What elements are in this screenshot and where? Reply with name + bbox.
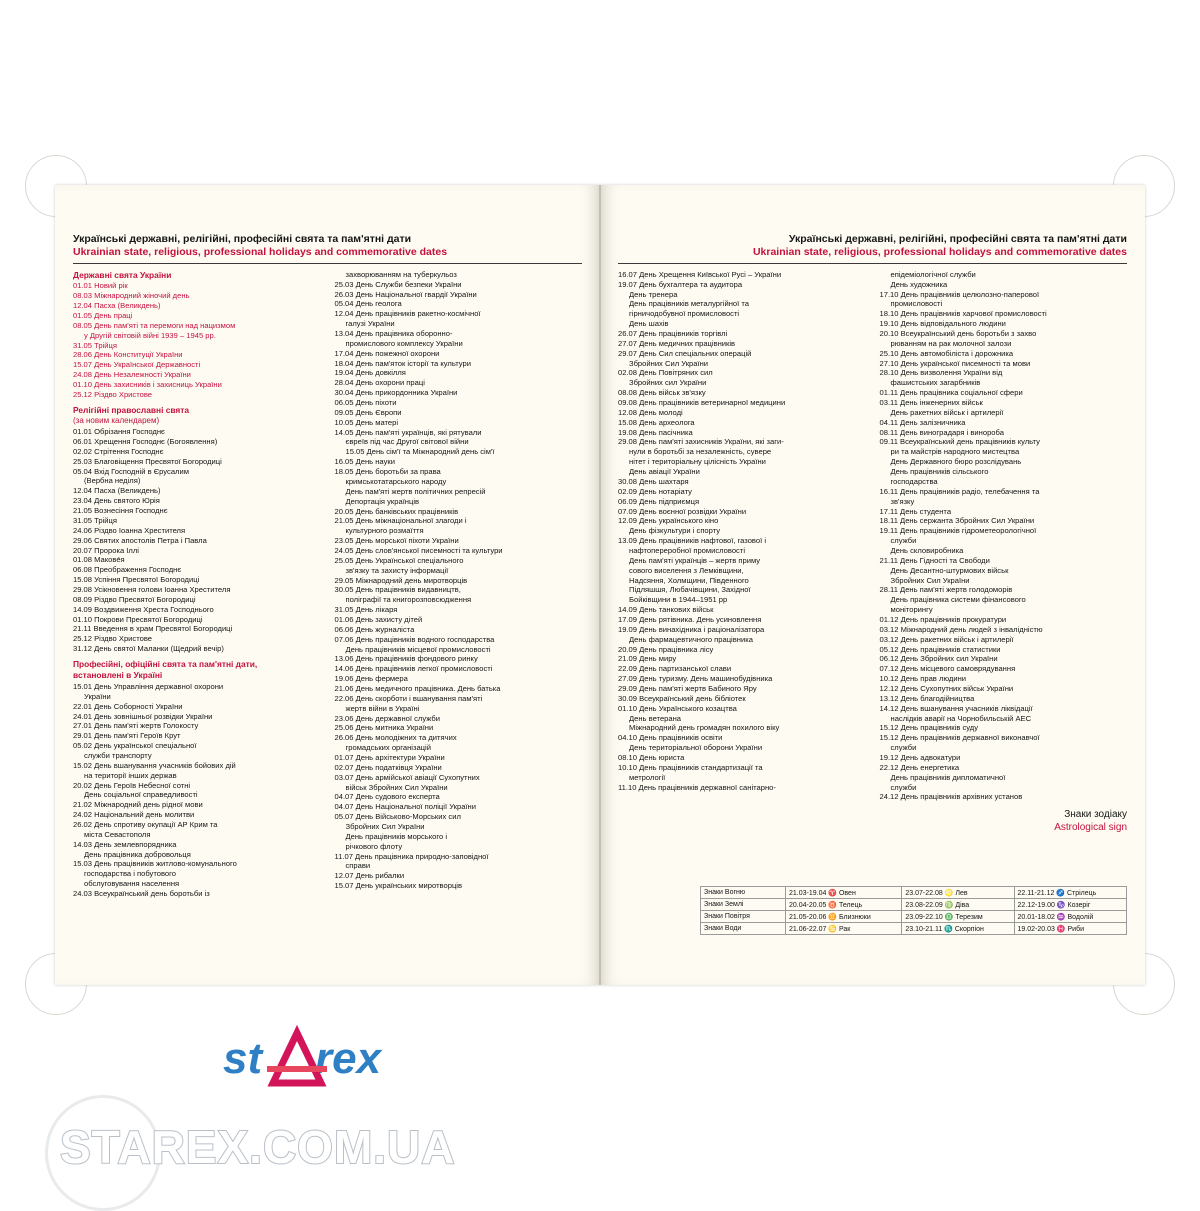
list-item: наслідків аварії на Чорнобильській АЕС	[890, 713, 1032, 723]
list-item: служби	[890, 536, 917, 546]
list-item: 02.02 Стрітення Господнє	[73, 446, 164, 456]
list-item: 10.05 День матері	[334, 417, 399, 427]
header-title-en: Ukrainian state, religious, professional holidays and commemorative dates	[73, 246, 448, 259]
zodiac-row	[701, 887, 1127, 899]
list-item: 25.03 День Служби безпеки України	[334, 279, 462, 289]
list-item: 24.02 Національний день молитви	[73, 810, 195, 820]
list-item: 26.02 День спротиву окупації АР Крим та	[73, 819, 218, 829]
list-item: 01.12 День працівників прокуратури	[879, 614, 1007, 624]
list-item: День авіації України	[629, 467, 700, 477]
list-item: 19.10 День відповідального людини	[879, 319, 1006, 329]
list-item: 27.10 День української писемності та мови	[879, 358, 1031, 368]
left-page-header	[73, 233, 582, 260]
list-item: 04.07 День Національної поліції України	[334, 802, 476, 812]
list-item: справи	[345, 861, 371, 871]
list-item: 31.05 День лікаря	[334, 605, 398, 615]
list-item: 17.10 День працівників целюлозно-паперової	[879, 289, 1040, 299]
list-item: промисловості	[890, 299, 943, 309]
list-item: 08.05 День пам'яті та перемоги над нацизмом	[73, 320, 236, 330]
list-item: 29.01 День пам'яті Героїв Крут	[73, 731, 181, 741]
list-item: Збройних сил України	[629, 378, 707, 388]
list-item: нули в боротьбі за незалежність, сувере	[629, 447, 772, 457]
list-item: України	[84, 691, 111, 701]
list-item: 25.05 День Української спеціального	[334, 555, 464, 565]
list-item: моніторингу	[890, 605, 933, 615]
list-item: господарства	[890, 476, 938, 486]
list-item: 24.12 День працівників архівних установ	[879, 792, 1023, 802]
list-item: 03.11 День інженерних військ	[879, 398, 983, 408]
list-item: 28.06 День Конституції України	[73, 350, 183, 360]
zodiac-cell: 20.01-18.02 ♒ Водолій	[1014, 911, 1126, 923]
list-item: Надсяння, Холмщини, Південного	[629, 575, 749, 585]
list-item: 11.10 День працівників державної санітарно-	[618, 782, 776, 792]
list-item: зв'язку та захисту інформації	[345, 565, 449, 575]
svg-text:st: st	[223, 1034, 263, 1083]
section-religious-holidays	[73, 405, 321, 654]
list-item: 06.09 День підприємця	[618, 496, 700, 506]
list-item: 06.01 Хрещення Господнє (Богоявлення)	[73, 437, 218, 447]
list-item: День фармацевтичного працівника	[629, 634, 753, 644]
list-item: 15.08 День археолога	[618, 417, 695, 427]
list-item: 20.07 Пророка Іллі	[73, 545, 139, 555]
list-item: громадських організацій	[345, 743, 431, 753]
list-item: 20.02 День Героїв Небесної сотні	[73, 780, 191, 790]
list-item: День Державного бюро розслідувань	[890, 457, 1022, 467]
list-item: 31.05 Трійця	[73, 340, 117, 350]
list-item: галузі України	[345, 319, 395, 329]
list-item: 30.04 День прикордонника України	[334, 388, 458, 398]
right-page-column-2	[880, 270, 1128, 834]
zodiac-cell: 23.08-22.09 ♍ Діва	[902, 899, 1014, 911]
section-title-state: Державні свята України	[73, 269, 172, 280]
zodiac-cell: 23.10-21.11 ♏ Скорпіон	[902, 923, 1014, 935]
list-item: 24.05 День слов'янської писемності та культури	[334, 545, 503, 555]
list-item: 19.09 День винахідника і раціоналізатора	[618, 624, 765, 634]
list-item: 24.08 День Незалежності України	[73, 370, 191, 380]
list-item: служби транспорту	[84, 750, 152, 760]
list-item: 08.09 Різдво Пресвятої Богородиці	[73, 594, 196, 604]
list-item: 21.06 День медичного працівника. День батька	[334, 683, 501, 693]
list-item: 19.12 День адвокатури	[879, 752, 961, 762]
zodiac-row	[701, 899, 1127, 911]
list-item: 05.12 День працівників статистики	[879, 644, 1001, 654]
list-item: 15.02 День вшанування учасників бойових дій	[73, 760, 236, 770]
list-item: 13.09 День працівників нафтової, газової і	[618, 536, 767, 546]
zodiac-cell: 22.11-21.12 ♐ Стрілець	[1014, 887, 1126, 899]
list-item: 27.09 День туризму. День машинобудівника	[618, 674, 773, 684]
list-item: День працівника добровольця	[84, 849, 191, 859]
list-item: 04.07 День судового експерта	[334, 792, 440, 802]
list-item: 31.05 Трійця	[73, 515, 117, 525]
list-item: 18.04 День пам'яток історії та культури	[334, 358, 471, 368]
list-item: 09.05 День Європи	[334, 407, 402, 417]
list-item: 12.12 День Сухопутних військ України	[879, 683, 1014, 693]
list-item: зв'язку	[890, 496, 915, 506]
list-item: 12.07 День рибалки	[334, 871, 405, 881]
list-item: 29.06 Святих апостолів Петра і Павла	[73, 535, 207, 545]
list-item: 06.06 День журналіста	[334, 624, 415, 634]
list-item: 14.12 День вшанування учасників ліквідації	[879, 703, 1033, 713]
list-item: 25.10 День автомобіліста і дорожника	[879, 348, 1014, 358]
list-item: 21.09 День миру	[618, 654, 677, 664]
list-item: 23.06 День державної служби	[334, 713, 440, 723]
list-item: 13.04 День працівника оборонно-	[334, 329, 453, 339]
list-item: 12.04 Пасха (Великдень)	[73, 301, 161, 311]
list-item: нафтопереробної промисловості	[629, 545, 746, 555]
list-item: День Десантно-штурмових військ	[890, 565, 1009, 575]
list-item: 03.12 Міжнародний день людей з інвалідністю	[879, 624, 1043, 634]
list-item: на території інших держав	[84, 770, 177, 780]
zodiac-group-label: Знаки Повітря	[701, 911, 786, 923]
list-item: 01.10 Покрови Пресвятої Богородиці	[73, 614, 203, 624]
zodiac-cell: 19.02-20.03 ♓ Риби	[1014, 923, 1126, 935]
list-holidays-oct-dec	[880, 270, 1128, 802]
list-item: 01.10 День захисників і захисниць України	[73, 379, 222, 389]
list-item: 16.11 День працівників радіо, телебачення та	[879, 486, 1040, 496]
list-item: 01.10 День Українського козацтва	[618, 703, 737, 713]
header-title-uk-right: Українські державні, релігійні, професійні свята та пам'ятні дати	[788, 233, 1127, 245]
list-item: 01.01 Обрізання Господнє	[73, 427, 165, 437]
list-item: 23.05 День морської піхоти України	[334, 536, 459, 546]
list-item: 28.10 День визволення України від	[879, 368, 1003, 378]
list-item: 14.03 День землевпорядника	[73, 839, 177, 849]
list-item: 11.07 День працівника природно-заповідної	[334, 851, 489, 861]
list-item: 21.05 Вознесіння Господнє	[73, 506, 168, 516]
list-item: 16.05 День науки	[334, 457, 395, 467]
list-item: 04.10 День працівників освіти	[618, 733, 723, 743]
list-item: 15.05 День сім'ї та Міжнародний день сім'ї	[345, 447, 495, 457]
list-item: гірничодобувної промисловості	[629, 309, 740, 319]
list-item: 10.12 День прав людини	[879, 674, 967, 684]
list-item: 15.07 День Української Державності	[73, 360, 201, 370]
list-item: 28.11 День пам'яті жертв голодоморів	[879, 585, 1013, 595]
list-item: День тренера	[629, 289, 678, 299]
zodiac-cell: 23.07-22.08 ♌ Лев	[902, 887, 1014, 899]
list-item: 14.09 Воздвиження Хреста Господнього	[73, 604, 214, 614]
left-page-column-2	[335, 270, 583, 899]
zodiac-table	[700, 886, 1127, 935]
list-item: 08.03 Міжнародний жіночий день	[73, 291, 190, 301]
list-item: 29.08 День пам'яті захисників України, які заги-	[618, 437, 784, 447]
zodiac-title-uk: Знаки зодіаку	[1064, 809, 1127, 821]
list-item: 17.04 День пожежної охорони	[334, 348, 440, 358]
list-item: 26.06 День молодіжних та дитячих	[334, 733, 457, 743]
list-item: метрології	[629, 772, 666, 782]
list-item: служби	[890, 743, 917, 753]
list-item: 25.06 День митника України	[334, 723, 434, 733]
list-item: рюванням на рак молочної залози	[890, 338, 1012, 348]
list-item: 20.10 Всеукраїнський день боротьби з захво	[879, 329, 1037, 339]
zodiac-group-label: Знаки Води	[701, 923, 786, 935]
list-item: 25.03 Благовіщення Пресвятої Богородиці	[73, 456, 222, 466]
list-item: 17.11 День студента	[879, 506, 952, 516]
list-item: 15.12 День працівників суду	[879, 723, 979, 733]
list-item: 29.05 Міжнародний день миротворців	[334, 575, 468, 585]
list-item: 15.01 День Управління державної охорони	[73, 681, 224, 691]
list-item: 09.11 Всеукраїнський день працівників культу	[879, 437, 1040, 447]
list-item: 08.11 День виноградаря і винороба	[879, 427, 1004, 437]
list-item: 21.11 День Гідності та Свободи	[879, 555, 990, 565]
list-item: 06.08 Преображення Господнє	[73, 565, 182, 575]
list-holidays-jul-oct	[618, 270, 866, 793]
list-item: поліграфії та книгорозповсюдження	[345, 595, 472, 605]
list-item: 30.08 День шахтаря	[618, 476, 689, 486]
list-item: День працівників дипломатичної	[890, 772, 1006, 782]
list-item: обслуговування населення	[84, 879, 180, 889]
zodiac-group-label: Знаки Землі	[701, 899, 786, 911]
zodiac-title-en: Astrological sign	[1054, 822, 1127, 834]
book-gutter	[599, 185, 601, 985]
list-item: 19.04 День довкілля	[334, 368, 406, 378]
list-item: фашистських загарбників	[890, 378, 981, 388]
section-title-religious: Релігійні православні свята	[73, 404, 190, 415]
header-title-en-right: Ukrainian state, religious, professional holidays and commemorative dates	[752, 246, 1127, 259]
list-item: сового виселення з Лемківщини,	[629, 565, 744, 575]
list-item: День скловиробника	[890, 545, 964, 555]
list-item: 15.03 День працівників житлово-комунального	[73, 859, 237, 869]
list-item: 07.12 День місцевого самоврядування	[879, 664, 1016, 674]
list-item: День шахів	[629, 319, 669, 329]
list-item: 17.09 День рятівника. День усиновлення	[618, 614, 762, 624]
list-item: 30.05 День працівників видавництв,	[334, 585, 461, 595]
list-item: річкового флоту	[345, 841, 403, 851]
zodiac-cell: 20.04-20.05 ♉ Телець	[786, 899, 902, 911]
list-item: День працівників морського і	[345, 831, 448, 841]
list-item: кримськотатарського народу	[345, 476, 447, 486]
list-item: 18.11 День сержанта Збройних Сил України	[879, 516, 1035, 526]
list-item: 24.06 Різдво Іоанна Хрестителя	[73, 525, 186, 535]
list-item: 22.01 День Соборності України	[73, 701, 183, 711]
list-item: військ Збройних Сил України	[345, 782, 448, 792]
list-item: 22.09 День партизанської слави	[618, 664, 732, 674]
left-page-column-1	[73, 270, 321, 899]
list-item: 24.03 Всеукраїнський день боротьби із	[73, 889, 210, 898]
list-item: 01.08 Макове́я	[73, 555, 125, 565]
list-item: 26.07 День працівників торгівлі	[618, 329, 728, 339]
list-item: Збройних Сил України	[629, 358, 709, 368]
list-item: 30.09 Всеукраїнський день бібліотек	[618, 693, 746, 703]
watermark	[60, 1118, 540, 1178]
list-item: День працівників місцевої промисловості	[345, 644, 491, 654]
list-item: День художника	[890, 279, 948, 289]
list-item: 20.05 День банківських працівників	[334, 506, 459, 516]
list-item: 05.04 Вхід Господній в Єрусалим	[73, 466, 189, 476]
list-item: 21.02 Міжнародний день рідної мови	[73, 800, 203, 810]
list-item: День працівників сільського	[890, 467, 989, 477]
list-item: 03.12 День ракетних військ і артилерії	[879, 634, 1014, 644]
list-item: 01.05 День праці	[73, 310, 133, 320]
section-title-professional-2: встановлені в Україні	[73, 670, 163, 681]
list-item: 12.09 День українського кіно	[618, 516, 719, 526]
list-item: 05.07 День Військово-Морських сил	[334, 812, 461, 822]
list-item: євреїв під час Другої світової війни	[345, 437, 469, 447]
right-page-column-1	[618, 270, 866, 834]
zodiac-heading	[880, 808, 1128, 834]
list-item: 18.05 День боротьби за права	[334, 467, 441, 477]
list-item: 15.08 Успіння Пресвятої Богородиці	[73, 575, 200, 585]
list-item: нітет і територіальну цілісність України	[629, 457, 766, 467]
header-divider-right	[618, 263, 1127, 264]
list-item: Міжнародний день громадян похилого віку	[629, 723, 780, 733]
zodiac-cell: 23.09-22.10 ♎ Терезим	[902, 911, 1014, 923]
list-item: 01.11 День працівника соціальної сфери	[879, 388, 1023, 398]
list-item: 02.07 День податківця України	[334, 762, 442, 772]
list-item: Депортація українців	[345, 496, 420, 506]
list-item: господарства і побутового	[84, 869, 176, 879]
list-item: День працівників металургійної та	[629, 299, 749, 309]
list-item: 24.01 День зовнішньої розвідки України	[73, 711, 213, 721]
list-item: 02.08 День Повітряних сил	[618, 368, 713, 378]
header-title-uk: Українські державні, релігійні, професійні свята та пам'ятні дати	[73, 233, 412, 245]
list-item: 25.12 Різдво Христове	[73, 389, 153, 399]
right-page-header	[618, 233, 1127, 260]
list-item: 29.08 Усікновення голови Іоанна Хрестителя	[73, 584, 231, 594]
list-item: міста Севастополя	[84, 829, 151, 839]
list-item: 27.07 День медичних працівників	[618, 338, 736, 348]
list-item: 12.04 День працівників ракетно-космічної	[334, 309, 481, 319]
list-item: 07.09 День воєнної розвідки України	[618, 506, 747, 516]
starex-logo	[215, 1025, 405, 1100]
list-professional-holidays-cont	[335, 270, 583, 891]
list-item: 14.05 День пам'яті українців, які рятували	[334, 427, 482, 437]
list-item: 19.07 День бухгалтера та аудитора	[618, 279, 743, 289]
list-item: 29.09 День пам'яті жертв Бабиного Яру	[618, 683, 757, 693]
list-item: 16.07 День Хрещення Київської Русі – України	[618, 269, 782, 279]
list-item: служби	[890, 782, 917, 792]
list-item: 12.04 Пасха (Великдень)	[73, 486, 161, 496]
list-item: 23.04 День святого Юрія	[73, 496, 160, 506]
list-item: (Вербна неділя)	[84, 476, 141, 486]
zodiac-table-wrap	[700, 882, 1127, 935]
list-item: 02.09 День нотаріату	[618, 486, 692, 496]
list-item: День пам'яті жертв політичних репресій	[345, 486, 486, 496]
list-item: День ракетних військ і артилерії	[890, 407, 1004, 417]
list-item: 05.04 День геолога	[334, 299, 402, 309]
list-item: 03.07 День армійської авіації Сухопутних	[334, 772, 480, 782]
list-item: Збройних Сил України	[345, 822, 425, 831]
list-item: 05.02 День української спеціальної	[73, 741, 197, 751]
list-item: 21.05 День міжнаціональної злагоди і	[334, 516, 467, 526]
zodiac-cell: 21.03-19.04 ♈ Овен	[786, 887, 902, 899]
list-item: 13.06 День працівників фондового ринку	[334, 654, 478, 664]
list-item: 19.06 День фермера	[334, 674, 408, 684]
list-item: 14.09 День танкових військ	[618, 605, 714, 615]
list-item: 09.08 День працівників ветеринарної медицини	[618, 398, 786, 408]
zodiac-row	[701, 923, 1127, 935]
section-title-professional: Професійні, офіційні свята та пам'ятні дати,	[73, 658, 258, 669]
list-item: 12.08 День молоді	[618, 407, 683, 417]
list-item: 01.06 День захисту дітей	[334, 614, 423, 624]
list-item: 18.10 День працівників харчової промисловості	[879, 309, 1047, 319]
zodiac-row	[701, 911, 1127, 923]
list-item: 08.10 День юриста	[618, 752, 685, 762]
list-item: День пам'яті українців – жертв приму	[629, 555, 761, 565]
book-spread	[55, 185, 1145, 985]
list-item: День працівника системи фінансового	[890, 595, 1026, 605]
list-item: 19.08 День пасічника	[618, 427, 693, 437]
list-religious-holidays	[73, 427, 321, 654]
list-item: 26.03 День Національної гвардії України	[334, 289, 477, 299]
list-professional-holidays	[73, 682, 321, 899]
list-item: 15.12 День працівників державної виконавчої	[879, 733, 1040, 743]
list-item: День територіальної оборони України	[629, 743, 763, 753]
list-item: День соціальної справедливості	[84, 790, 198, 800]
list-item: 07.06 День працівників водного господарства	[334, 634, 495, 644]
list-item: промислового комплексу України	[345, 338, 463, 348]
list-item: 01.01 Новий рік	[73, 281, 128, 291]
list-item: 29.07 День Сил спеціальних операцій	[618, 348, 752, 358]
list-item: у Другій світовій війні 1939 – 1945 рр.	[84, 330, 216, 340]
list-item: 28.04 День охорони праці	[334, 378, 425, 388]
list-item: 22.06 День скорботи і вшанування пам'яті	[334, 693, 483, 703]
list-item: Підляшшя, Любачівщини, Західної	[629, 585, 751, 595]
section-state-holidays	[73, 270, 321, 400]
list-item: День фізкультури і спорту	[629, 526, 721, 536]
list-item: ри та майстрів народного мистецтва	[890, 447, 1020, 457]
list-item: культурного розмаїття	[345, 526, 424, 536]
zodiac-cell: 22.12-19.00 ♑ Козеріг	[1014, 899, 1126, 911]
list-item: захворюванням на туберкульоз	[345, 269, 457, 279]
list-item: 15.07 День українських миротворців	[334, 881, 463, 891]
list-item: День ветерана	[629, 713, 682, 723]
list-item: Бойківщини в 1944–1951 рр	[629, 595, 728, 605]
zodiac-cell: 21.06-22.07 ♋ Рак	[786, 923, 902, 935]
list-item: 19.11 День працівників гідрометеорологічної	[879, 526, 1037, 536]
list-item: 08.08 День військ зв'язку	[618, 388, 706, 398]
list-state-holidays	[73, 281, 321, 399]
svg-text:rex: rex	[315, 1034, 382, 1083]
list-item: 21.11 Введення в храм Пресвятої Богородиці	[73, 624, 233, 634]
list-item: 14.06 День працівників легкої промисловості	[334, 664, 493, 674]
list-item: 20.09 День працівника лісу	[618, 644, 714, 654]
section-professional-holidays	[73, 659, 321, 899]
watermark-text: STAREX.COM.UA	[60, 1121, 456, 1173]
section-subtitle-religious: (за новим календарем)	[73, 416, 160, 426]
list-item: 22.12 День енергетика	[879, 762, 960, 772]
list-item: жертв війни в Україні	[345, 703, 420, 713]
list-item: 06.12 День Збройних сил України	[879, 654, 998, 664]
list-item: епідеміологічної служби	[890, 269, 976, 279]
list-item: 06.05 День піхоти	[334, 398, 397, 408]
right-page	[600, 185, 1145, 985]
list-item: 13.12 День благодійництва	[879, 693, 975, 703]
zodiac-group-label: Знаки Вогню	[701, 887, 786, 899]
list-item: 27.01 День пам'яті жертв Голокосту	[73, 721, 199, 731]
list-item: Збройних Сил України	[890, 575, 970, 585]
list-item: 10.10 День працівників стандартизації та	[618, 762, 763, 772]
list-item: 04.11 День залізничника	[879, 417, 966, 427]
left-page	[55, 185, 600, 985]
zodiac-cell: 21.05-20.06 ♊ Близнюки	[786, 911, 902, 923]
list-item: 31.12 День святої Маланки (Щедрий вечір)	[73, 644, 224, 654]
list-item: 25.12 Різдво Христове	[73, 634, 153, 644]
list-item: 01.07 День архітектури України	[334, 752, 445, 762]
header-divider-left	[73, 263, 582, 264]
